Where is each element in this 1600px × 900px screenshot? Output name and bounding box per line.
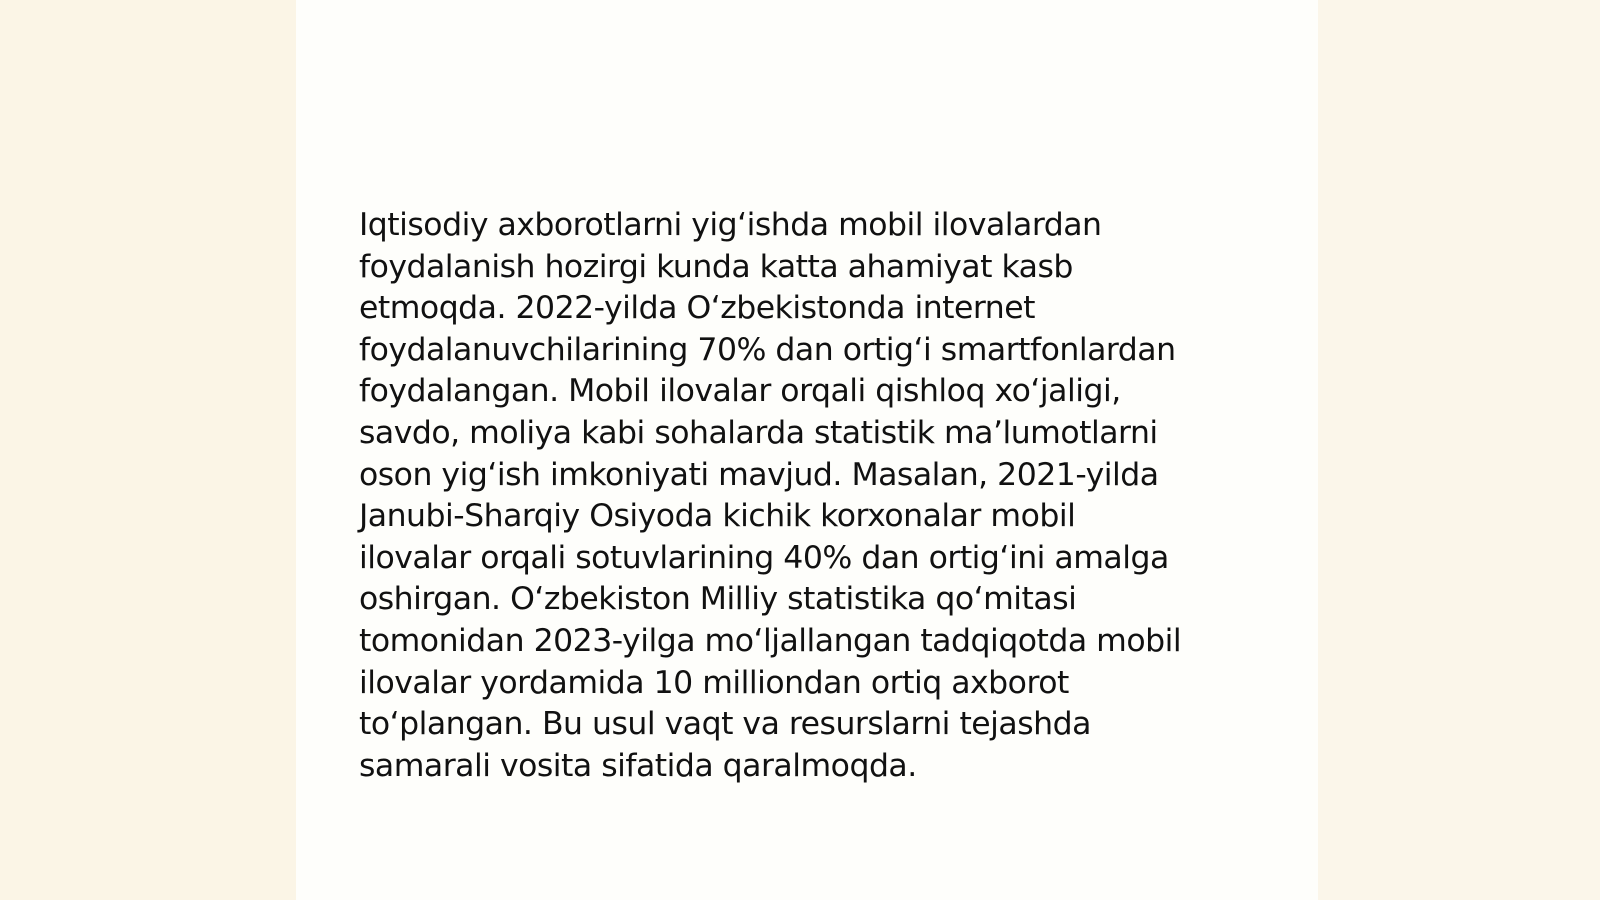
body-paragraph bbox=[359, 205, 1259, 787]
text-line: Janubi-Sharqiy Osiyoda kichik korxonalar mobil bbox=[359, 498, 1076, 535]
right-margin bbox=[1318, 0, 1600, 900]
text-line: foydalangan. Mobil ilovalar orqali qishloq xo‘jaligi, bbox=[359, 373, 1121, 410]
text-line: foydalanish hozirgi kunda katta ahamiyat kasb bbox=[359, 248, 1073, 285]
text-line: oshirgan. O‘zbekiston Milliy statistika qo‘mitasi bbox=[359, 581, 1077, 618]
text-line: oson yig‘ish imkoniyati mavjud. Masalan, 2021-yilda bbox=[359, 456, 1159, 493]
text-line: foydalanuvchilarining 70% dan ortig‘i smartfonlardan bbox=[359, 331, 1176, 368]
text-line: tomonidan 2023-yilga mo‘ljallangan tadqiqotda mobil bbox=[359, 622, 1182, 659]
document-page bbox=[296, 0, 1318, 900]
left-margin bbox=[0, 0, 296, 900]
text-line: savdo, moliya kabi sohalarda statistik ma’lumotlarni bbox=[359, 414, 1158, 451]
text-line: samarali vosita sifatida qaralmoqda. bbox=[359, 747, 917, 784]
text-line: Iqtisodiy axborotlarni yig‘ishda mobil ilovalardan bbox=[359, 207, 1102, 243]
text-line: to‘plangan. Bu usul vaqt va resurslarni tejashda bbox=[359, 706, 1091, 743]
text-line: etmoqda. 2022-yilda O‘zbekistonda internet bbox=[359, 290, 1035, 327]
text-line: ilovalar yordamida 10 milliondan ortiq axborot bbox=[359, 664, 1069, 701]
text-line: ilovalar orqali sotuvlarining 40% dan ortig‘ini amalga bbox=[359, 539, 1169, 576]
